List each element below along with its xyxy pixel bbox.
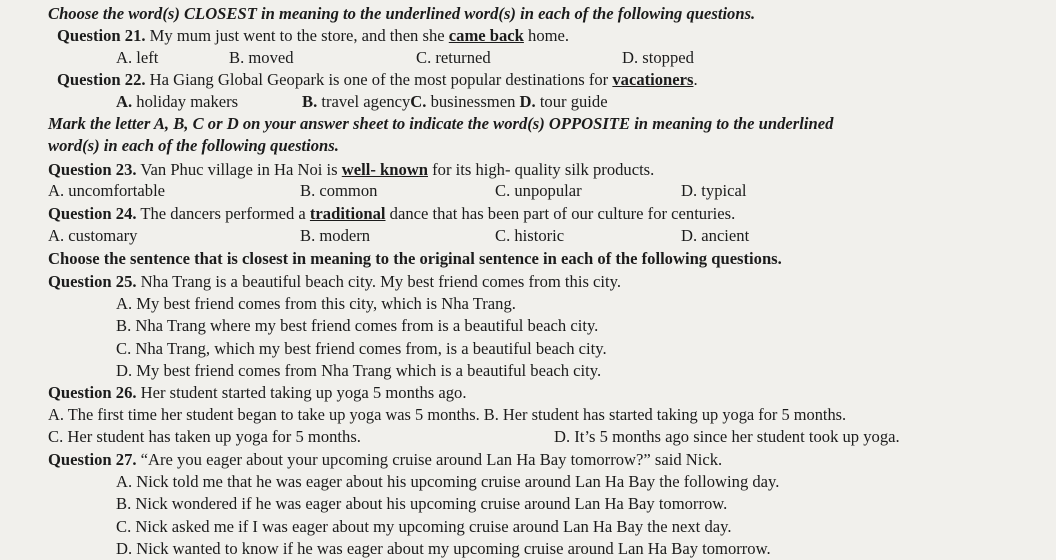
q22-option-b-text: travel agency	[317, 92, 411, 111]
question-23-label: Question 23.	[48, 160, 137, 179]
instruction-opposite-line2: word(s) in each of the following questions.	[48, 136, 339, 155]
question-21-pre: My mum just went to the store, and then she	[145, 26, 449, 45]
q22-options-line	[116, 91, 238, 113]
q22-option-d-text: tour guide	[535, 92, 608, 111]
q27-option-c[interactable]: C. Nick asked me if I was eager about my upcoming cruise around Lan Ha Bay the next day.	[116, 517, 732, 536]
question-27-stem: “Are you eager about your upcoming cruise around Lan Ha Bay tomorrow?” said Nick.	[136, 450, 723, 469]
question-24-post: dance that has been part of our culture for centuries.	[385, 204, 736, 223]
q27-option-b[interactable]: B. Nick wondered if he was eager about his upcoming cruise around Lan Ha Bay tomorrow.	[116, 494, 728, 513]
question-22-underlined: vacationers	[612, 70, 694, 89]
q25-option-c[interactable]: C. Nha Trang, which my best friend comes from, is a beautiful beach city.	[116, 339, 607, 358]
question-24-pre: The dancers performed a	[136, 204, 310, 223]
question-23	[48, 159, 654, 181]
question-22-post: .	[693, 70, 698, 89]
q27-option-a[interactable]: A. Nick told me that he was eager about his upcoming cruise around Lan Ha Bay the following day.	[116, 472, 780, 491]
question-26	[48, 382, 467, 404]
q22-options-bcd	[302, 91, 608, 113]
q22-option-d-letter: D.	[519, 92, 536, 111]
question-24	[48, 203, 735, 225]
question-21-underlined: came back	[448, 26, 524, 45]
q24-option-c[interactable]: C. historic	[495, 226, 565, 245]
q22-option-a-text: holiday makers	[132, 92, 239, 111]
q21-option-c[interactable]: C. returned	[416, 48, 491, 67]
q26-option-a-b[interactable]: A. The first time her student began to take up yoga was 5 months. B. Her student has started taking up yoga for 5 months.	[48, 405, 847, 424]
q24-option-b[interactable]: B. modern	[300, 226, 371, 245]
q22-option-a-letter: A.	[116, 92, 133, 111]
question-23-post: for its high- quality silk products.	[427, 160, 655, 179]
question-27	[48, 449, 722, 471]
question-21-label: Question 21.	[57, 26, 146, 45]
q22-option-a[interactable]	[116, 92, 238, 111]
question-24-label: Question 24.	[48, 204, 137, 223]
question-25-label: Question 25.	[48, 272, 137, 291]
q23-option-c[interactable]: C. unpopular	[495, 181, 582, 200]
q25-option-a[interactable]: A. My best friend comes from this city, which is Nha Trang.	[116, 294, 516, 313]
q22-option-c[interactable]	[410, 92, 519, 111]
question-23-underlined: well- known	[341, 160, 428, 179]
question-24-underlined: traditional	[309, 204, 386, 223]
question-21	[57, 25, 569, 47]
question-27-label: Question 27.	[48, 450, 137, 469]
q26-option-c[interactable]: C. Her student has taken up yoga for 5 months.	[48, 427, 361, 446]
question-22-label: Question 22.	[57, 70, 146, 89]
question-26-stem: Her student started taking up yoga 5 months ago.	[136, 383, 467, 402]
q22-option-b-letter: B.	[302, 92, 318, 111]
instruction-closest: Choose the word(s) CLOSEST in meaning to the underlined word(s) in each of the following questions.	[48, 4, 756, 23]
question-25	[48, 271, 621, 293]
instruction-sentence: Choose the sentence that is closest in meaning to the original sentence in each of the following questions.	[48, 249, 782, 268]
question-22	[57, 69, 698, 91]
q25-option-d[interactable]: D. My best friend comes from Nha Trang which is a beautiful beach city.	[116, 361, 602, 380]
question-21-post: home.	[523, 26, 570, 45]
q25-option-b[interactable]: B. Nha Trang where my best friend comes from is a beautiful beach city.	[116, 316, 599, 335]
question-22-pre: Ha Giang Global Geopark is one of the most popular destinations for	[145, 70, 613, 89]
q21-option-b[interactable]: B. moved	[229, 48, 294, 67]
q24-option-d[interactable]: D. ancient	[681, 226, 750, 245]
q21-option-a[interactable]: A. left	[116, 48, 159, 67]
question-23-pre: Van Phuc village in Ha Noi is	[136, 160, 342, 179]
q22-option-c-text: businessmen	[426, 92, 520, 111]
question-26-label: Question 26.	[48, 383, 137, 402]
q23-option-a[interactable]: A. uncomfortable	[48, 181, 166, 200]
q22-option-d[interactable]	[520, 92, 608, 111]
q27-option-d[interactable]: D. Nick wanted to know if he was eager about my upcoming cruise around Lan Ha Bay tomorrow.	[116, 539, 771, 558]
q22-option-b[interactable]	[302, 92, 410, 111]
question-25-stem: Nha Trang is a beautiful beach city. My best friend comes from this city.	[136, 272, 622, 291]
q23-option-b[interactable]: B. common	[300, 181, 378, 200]
q21-option-d[interactable]: D. stopped	[622, 48, 694, 67]
instruction-opposite-line1: Mark the letter A, B, C or D on your answer sheet to indicate the word(s) OPPOSITE in meaning to the underlined	[48, 114, 834, 133]
q23-option-d[interactable]: D. typical	[681, 181, 747, 200]
q26-option-d[interactable]: D. It’s 5 months ago since her student took up yoga.	[554, 427, 900, 446]
q22-option-c-letter: C.	[410, 92, 427, 111]
q24-option-a[interactable]: A. customary	[48, 226, 138, 245]
